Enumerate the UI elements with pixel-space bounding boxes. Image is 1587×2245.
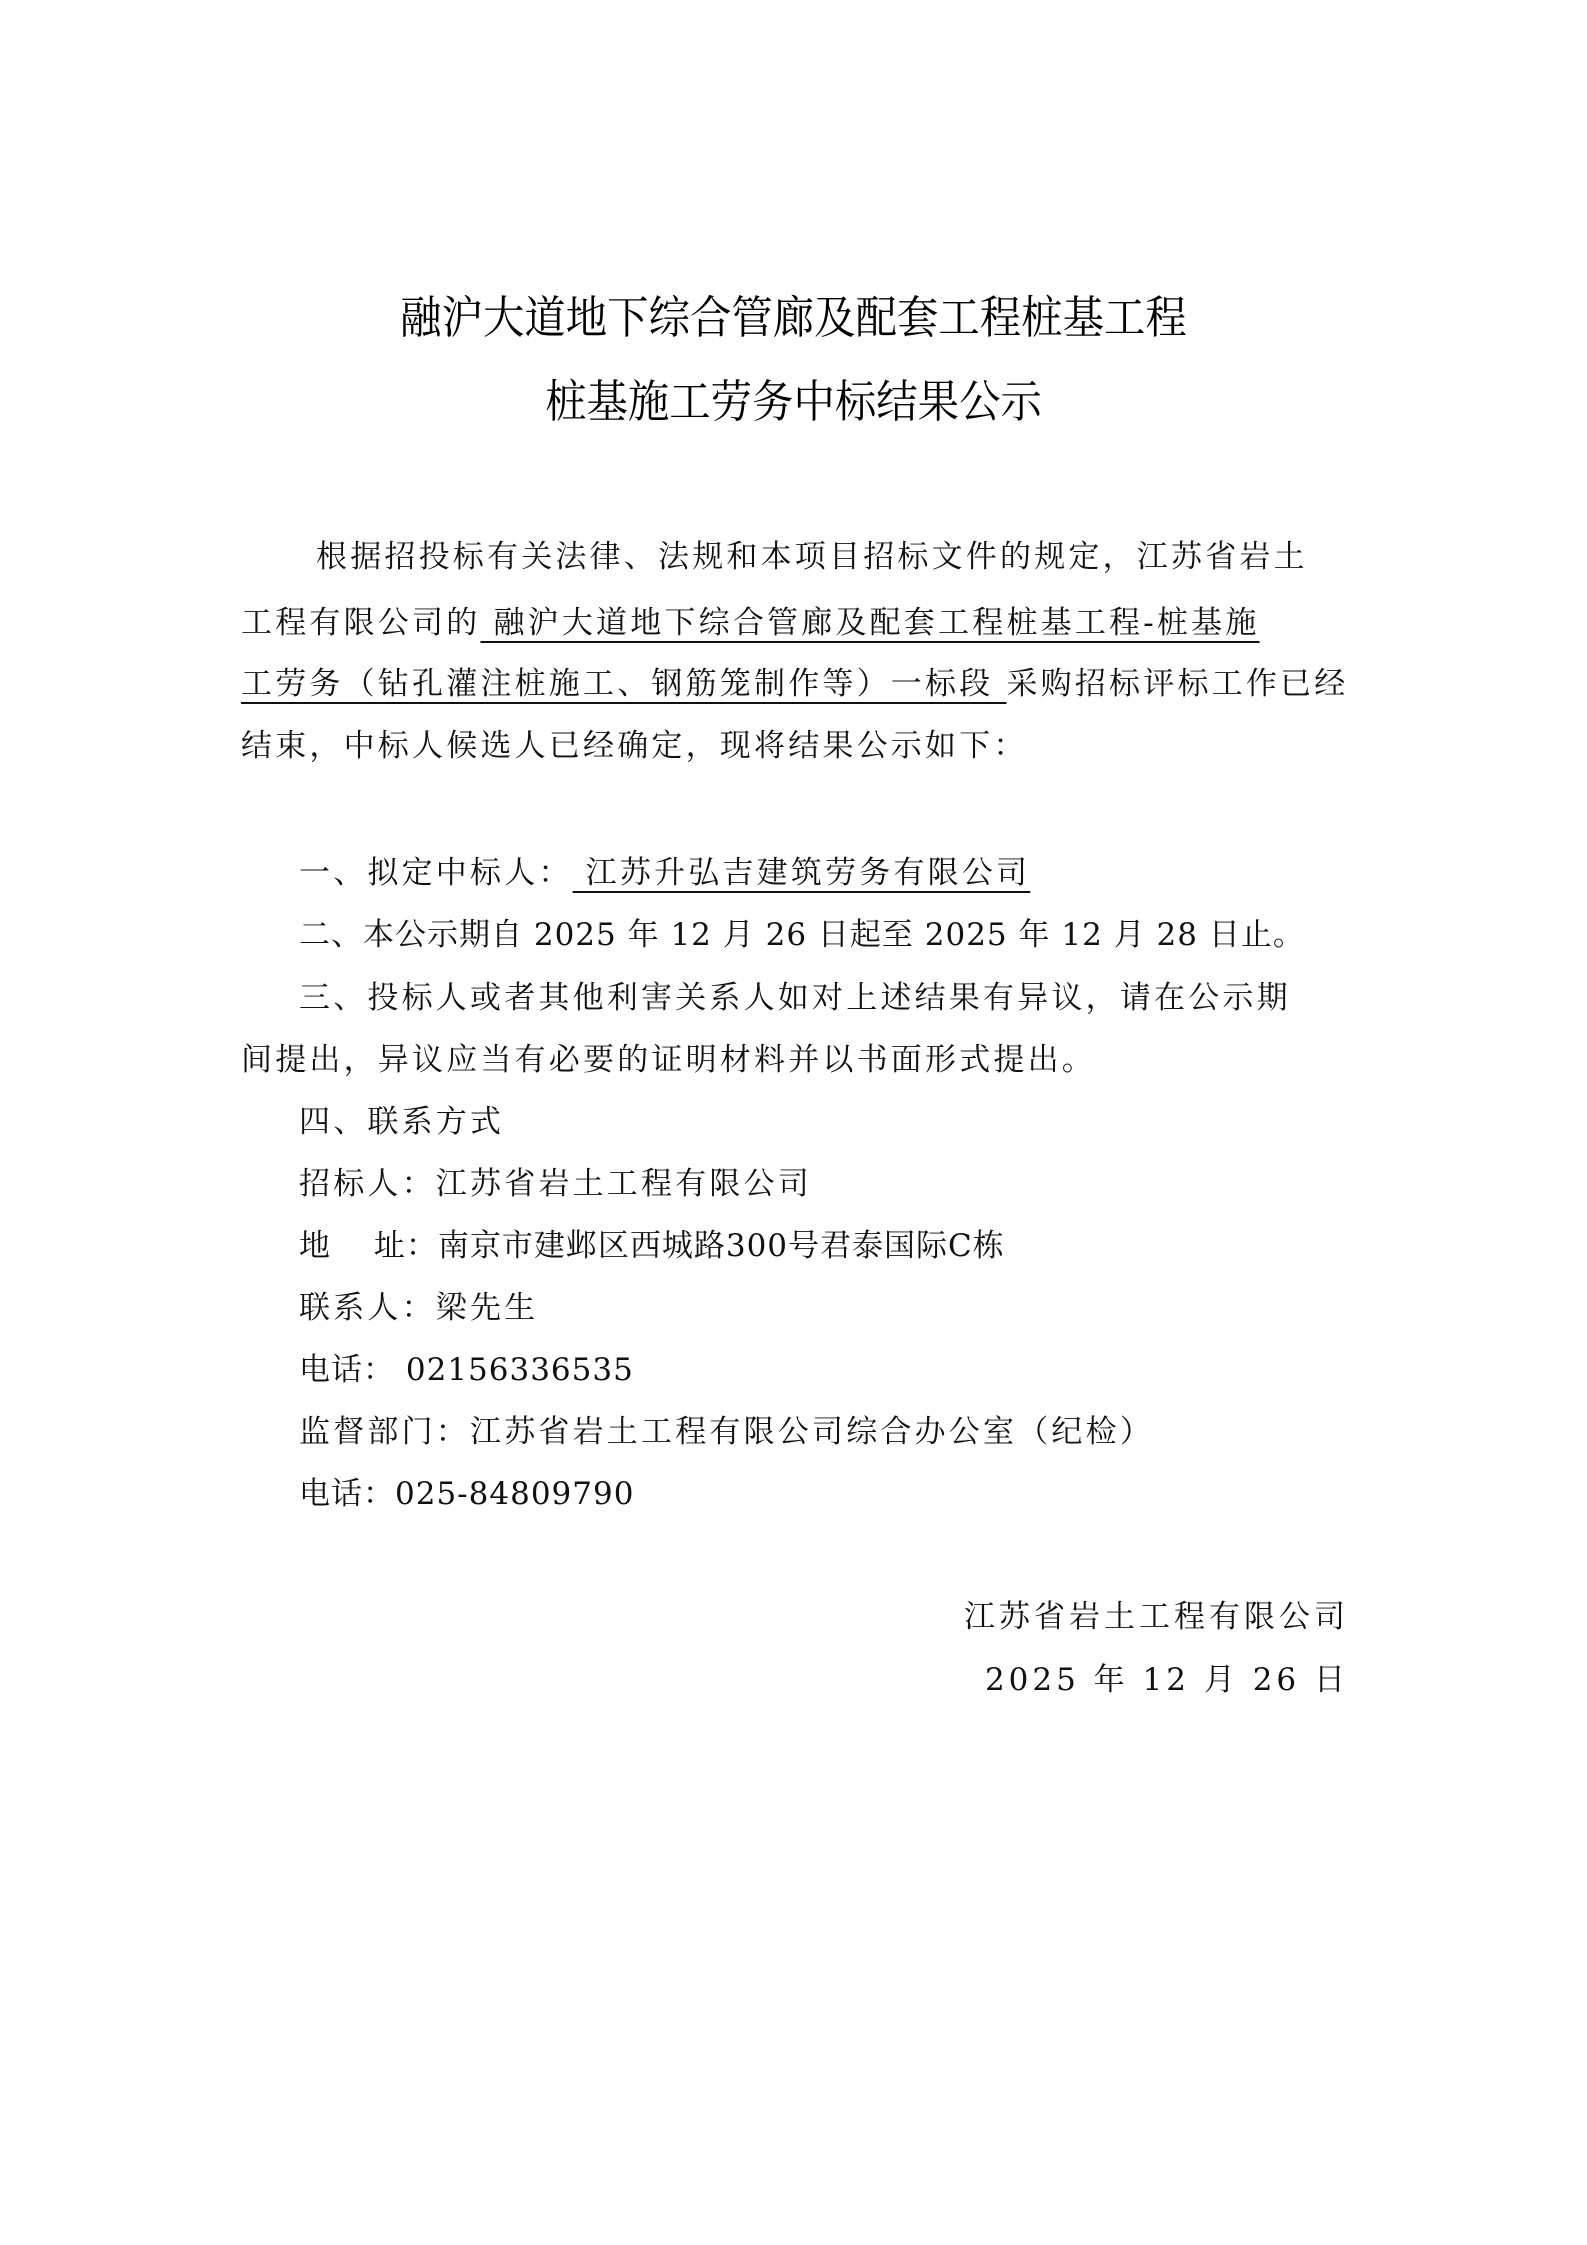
document-title-line-1: 融沪大道地下综合管廊及配套工程桩基工程 <box>400 291 1187 344</box>
winner-label: 一、拟定中标人： <box>299 855 573 891</box>
contact-address: 地 址：南京市建邺区西城路300号君泰国际C栋 <box>299 1228 1005 1264</box>
document-title-line-2: 桩基施工劳务中标结果公示 <box>545 375 1042 428</box>
contact-heading: 四、联系方式 <box>299 1104 505 1140</box>
objection-line-1: 三、投标人或者其他利害关系人如对上述结果有异议，请在公示期 <box>299 980 1291 1016</box>
supervisor-department: 监督部门：江苏省岩土工程有限公司综合办公室（纪检） <box>299 1414 1154 1450</box>
intro-line-2 <box>241 603 1348 643</box>
project-name-underlined: 融沪大道地下综合管廊及配套工程桩基工程-桩基施 <box>480 605 1260 641</box>
intro-line-4: 结束，中标人候选人已经确定，现将结果公示如下： <box>241 728 1028 764</box>
signature-date: 2025 年 12 月 26 日 <box>984 1662 1349 1698</box>
project-name-underlined-cont: 工劳务（钻孔灌注桩施工、钢筋笼制作等）一标段 <box>241 666 1007 702</box>
objection-line-2: 间提出，异议应当有必要的证明材料并以书面形式提出。 <box>241 1042 1096 1078</box>
intro-line-1: 根据招投标有关法律、法规和本项目招标文件的规定，江苏省岩土 <box>316 539 1308 575</box>
contact-phone: 电话： 02156336535 <box>299 1352 634 1388</box>
intro-line-3 <box>241 664 1348 704</box>
contact-person: 联系人：梁先生 <box>299 1290 539 1326</box>
intro-line-3-suffix: 采购招标评标工作已经 <box>1006 666 1349 702</box>
publicity-period: 二、本公示期自 2025 年 12 月 26 日起至 2025 年 12 月 28 日止。 <box>299 917 1305 953</box>
intro-line-2-prefix: 工程有限公司的 <box>241 605 481 641</box>
supervisor-phone: 电话：025-84809790 <box>299 1476 635 1512</box>
signature-company: 江苏省岩土工程有限公司 <box>964 1599 1349 1635</box>
winner-line <box>299 853 1406 893</box>
winner-name: 江苏升弘吉建筑劳务有限公司 <box>572 855 1031 891</box>
contact-tenderer: 招标人：江苏省岩土工程有限公司 <box>299 1166 812 1202</box>
